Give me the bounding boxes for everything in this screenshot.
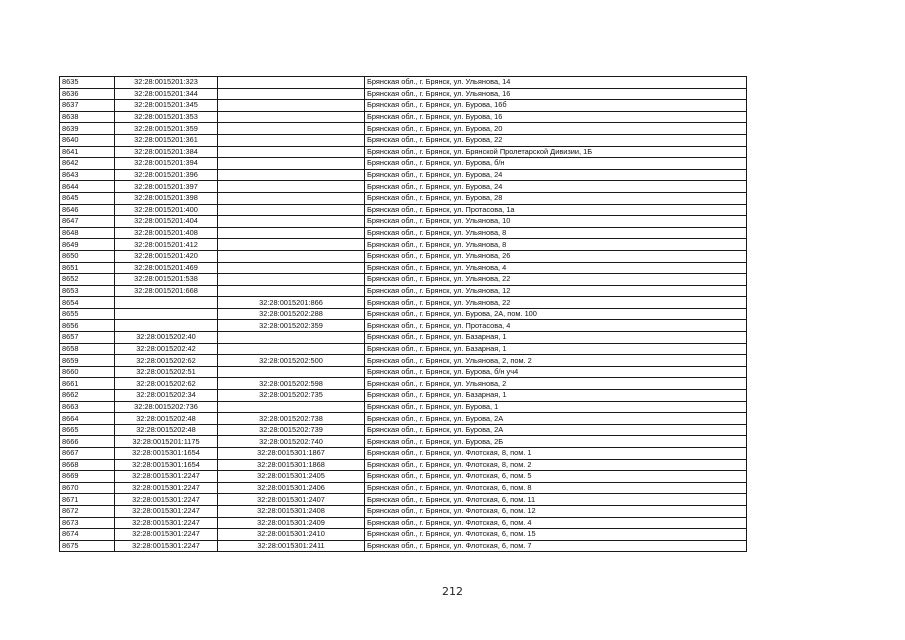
address-cell: Брянская обл., г. Брянск, ул. Флотская, 6, пом. 11: [365, 494, 747, 506]
address-cell: Брянская обл., г. Брянск, ул. Флотская, 6, пом. 4: [365, 517, 747, 529]
cadastral-number-parcel-cell: 32:28:0015201:396: [115, 169, 218, 181]
table-row: [60, 192, 747, 204]
row-number-cell: 8672: [60, 505, 115, 517]
cadastral-number-parcel-cell: [115, 297, 218, 309]
cadastral-number-parcel-cell: 32:28:0015301:1654: [115, 459, 218, 471]
cadastral-number-parcel-cell: 32:28:0015202:736: [115, 401, 218, 413]
cadastral-number-object-cell: 32:28:0015202:738: [218, 413, 365, 425]
cadastral-number-object-cell: 32:28:0015301:2408: [218, 505, 365, 517]
address-cell: Брянская обл., г. Брянск, ул. Ульянова, 26: [365, 250, 747, 262]
row-number-cell: 8662: [60, 390, 115, 402]
row-number-cell: 8663: [60, 401, 115, 413]
address-cell: Брянская обл., г. Брянск, ул. Ульянова, 2, пом. 2: [365, 355, 747, 367]
address-cell: Брянская обл., г. Брянск, ул. Базарная, 1: [365, 332, 747, 344]
row-number-cell: 8649: [60, 239, 115, 251]
table-row: [60, 297, 747, 309]
table-row: [60, 459, 747, 471]
table-row: [60, 378, 747, 390]
table-row: [60, 158, 747, 170]
cadastral-number-parcel-cell: 32:28:0015201:538: [115, 274, 218, 286]
cadastral-number-parcel-cell: 32:28:0015201:394: [115, 158, 218, 170]
cadastral-number-object-cell: [218, 250, 365, 262]
table-row: [60, 250, 747, 262]
table-row: [60, 505, 747, 517]
cadastral-number-parcel-cell: 32:28:0015201:323: [115, 77, 218, 89]
cadastral-number-parcel-cell: 32:28:0015202:62: [115, 355, 218, 367]
address-cell: Брянская обл., г. Брянск, ул. Бурова, 16: [365, 111, 747, 123]
address-cell: Брянская обл., г. Брянск, ул. Бурова, 28: [365, 192, 747, 204]
row-number-cell: 8639: [60, 123, 115, 135]
cadastral-number-parcel-cell: 32:28:0015201:361: [115, 134, 218, 146]
row-number-cell: 8671: [60, 494, 115, 506]
cadastral-number-object-cell: [218, 401, 365, 413]
table-row: [60, 320, 747, 332]
registry-table: [59, 76, 747, 552]
cadastral-number-object-cell: 32:28:0015202:500: [218, 355, 365, 367]
table-row: [60, 517, 747, 529]
cadastral-number-object-cell: [218, 77, 365, 89]
address-cell: Брянская обл., г. Брянск, ул. Флотская, 6, пом. 5: [365, 471, 747, 483]
row-number-cell: 8670: [60, 482, 115, 494]
address-cell: Брянская обл., г. Брянск, ул. Флотская, 8, пом. 1: [365, 448, 747, 460]
row-number-cell: 8638: [60, 111, 115, 123]
cadastral-number-object-cell: [218, 274, 365, 286]
address-cell: Брянская обл., г. Брянск, ул. Флотская, 8, пом. 2: [365, 459, 747, 471]
row-number-cell: 8654: [60, 297, 115, 309]
cadastral-number-parcel-cell: 32:28:0015301:2247: [115, 529, 218, 541]
cadastral-number-object-cell: [218, 192, 365, 204]
table-row: [60, 366, 747, 378]
cadastral-number-parcel-cell: 32:28:0015202:48: [115, 413, 218, 425]
row-number-cell: 8637: [60, 100, 115, 112]
address-cell: Брянская обл., г. Брянск, ул. Брянской Пролетарской Дивизии, 1Б: [365, 146, 747, 158]
row-number-cell: 8650: [60, 250, 115, 262]
table-row: [60, 100, 747, 112]
cadastral-number-parcel-cell: 32:28:0015201:1175: [115, 436, 218, 448]
cadastral-number-object-cell: [218, 204, 365, 216]
cadastral-number-object-cell: [218, 216, 365, 228]
address-cell: Брянская обл., г. Брянск, ул. Ульянова, 10: [365, 216, 747, 228]
cadastral-number-parcel-cell: 32:28:0015201:397: [115, 181, 218, 193]
address-cell: Брянская обл., г. Брянск, ул. Ульянова, 8: [365, 239, 747, 251]
cadastral-number-parcel-cell: 32:28:0015202:34: [115, 390, 218, 402]
address-cell: Брянская обл., г. Брянск, ул. Базарная, 1: [365, 390, 747, 402]
address-cell: Брянская обл., г. Брянск, ул. Бурова, 1: [365, 401, 747, 413]
cadastral-number-parcel-cell: 32:28:0015301:2247: [115, 540, 218, 552]
cadastral-number-object-cell: [218, 88, 365, 100]
cadastral-number-object-cell: [218, 285, 365, 297]
address-cell: Брянская обл., г. Брянск, ул. Флотская, 6, пом. 12: [365, 505, 747, 517]
address-cell: Брянская обл., г. Брянск, ул. Протасова, 1а: [365, 204, 747, 216]
cadastral-number-parcel-cell: 32:28:0015201:384: [115, 146, 218, 158]
table-row: [60, 343, 747, 355]
address-cell: Брянская обл., г. Брянск, ул. Ульянова, 4: [365, 262, 747, 274]
cadastral-number-parcel-cell: 32:28:0015202:48: [115, 424, 218, 436]
cadastral-number-parcel-cell: 32:28:0015202:62: [115, 378, 218, 390]
table-row: [60, 308, 747, 320]
cadastral-number-object-cell: 32:28:0015301:1867: [218, 448, 365, 460]
cadastral-number-parcel-cell: 32:28:0015301:2247: [115, 517, 218, 529]
cadastral-number-parcel-cell: 32:28:0015301:2247: [115, 471, 218, 483]
row-number-cell: 8648: [60, 227, 115, 239]
row-number-cell: 8667: [60, 448, 115, 460]
cadastral-number-object-cell: 32:28:0015202:598: [218, 378, 365, 390]
address-cell: Брянская обл., г. Брянск, ул. Ульянова, 8: [365, 227, 747, 239]
address-cell: Брянская обл., г. Брянск, ул. Флотская, 6, пом. 15: [365, 529, 747, 541]
cadastral-number-object-cell: [218, 134, 365, 146]
row-number-cell: 8655: [60, 308, 115, 320]
row-number-cell: 8653: [60, 285, 115, 297]
cadastral-number-object-cell: [218, 111, 365, 123]
address-cell: Брянская обл., г. Брянск, ул. Протасова, 4: [365, 320, 747, 332]
row-number-cell: 8651: [60, 262, 115, 274]
row-number-cell: 8666: [60, 436, 115, 448]
cadastral-number-object-cell: [218, 227, 365, 239]
cadastral-number-parcel-cell: 32:28:0015201:404: [115, 216, 218, 228]
address-cell: Брянская обл., г. Брянск, ул. Бурова, 16б: [365, 100, 747, 112]
table-row: [60, 88, 747, 100]
row-number-cell: 8636: [60, 88, 115, 100]
cadastral-number-object-cell: 32:28:0015202:735: [218, 390, 365, 402]
table-row: [60, 262, 747, 274]
cadastral-number-object-cell: 32:28:0015301:2409: [218, 517, 365, 529]
cadastral-number-parcel-cell: 32:28:0015201:412: [115, 239, 218, 251]
row-number-cell: 8674: [60, 529, 115, 541]
cadastral-number-parcel-cell: [115, 320, 218, 332]
row-number-cell: 8673: [60, 517, 115, 529]
cadastral-number-parcel-cell: 32:28:0015201:345: [115, 100, 218, 112]
address-cell: Брянская обл., г. Брянск, ул. Бурова, б/н уч4: [365, 366, 747, 378]
address-cell: Брянская обл., г. Брянск, ул. Бурова, б/н: [365, 158, 747, 170]
table-row: [60, 494, 747, 506]
table-row: [60, 285, 747, 297]
cadastral-number-parcel-cell: 32:28:0015202:51: [115, 366, 218, 378]
cadastral-number-object-cell: 32:28:0015202:740: [218, 436, 365, 448]
row-number-cell: 8659: [60, 355, 115, 367]
address-cell: Брянская обл., г. Брянск, ул. Бурова, 2А, пом. 100: [365, 308, 747, 320]
table-row: [60, 134, 747, 146]
table-row: [60, 227, 747, 239]
cadastral-number-object-cell: 32:28:0015301:2407: [218, 494, 365, 506]
cadastral-number-parcel-cell: 32:28:0015201:353: [115, 111, 218, 123]
address-cell: Брянская обл., г. Брянск, ул. Бурова, 20: [365, 123, 747, 135]
cadastral-number-parcel-cell: 32:28:0015201:359: [115, 123, 218, 135]
cadastral-number-parcel-cell: 32:28:0015301:2247: [115, 482, 218, 494]
address-cell: Брянская обл., г. Брянск, ул. Ульянова, 2: [365, 378, 747, 390]
table-row: [60, 482, 747, 494]
cadastral-number-parcel-cell: [115, 308, 218, 320]
table-row: [60, 274, 747, 286]
cadastral-number-object-cell: 32:28:0015301:2411: [218, 540, 365, 552]
address-cell: Брянская обл., г. Брянск, ул. Флотская, 6, пом. 8: [365, 482, 747, 494]
registry-table-body: [60, 77, 747, 552]
row-number-cell: 8640: [60, 134, 115, 146]
row-number-cell: 8645: [60, 192, 115, 204]
cadastral-number-object-cell: [218, 181, 365, 193]
address-cell: Брянская обл., г. Брянск, ул. Ульянова, 14: [365, 77, 747, 89]
address-cell: Брянская обл., г. Брянск, ул. Бурова, 2Б: [365, 436, 747, 448]
cadastral-number-parcel-cell: 32:28:0015301:2247: [115, 494, 218, 506]
row-number-cell: 8652: [60, 274, 115, 286]
cadastral-number-object-cell: [218, 262, 365, 274]
row-number-cell: 8661: [60, 378, 115, 390]
row-number-cell: 8675: [60, 540, 115, 552]
cadastral-number-object-cell: [218, 146, 365, 158]
address-cell: Брянская обл., г. Брянск, ул. Бурова, 2А: [365, 413, 747, 425]
cadastral-number-object-cell: 32:28:0015301:1868: [218, 459, 365, 471]
table-row: [60, 424, 747, 436]
cadastral-number-parcel-cell: 32:28:0015201:668: [115, 285, 218, 297]
address-cell: Брянская обл., г. Брянск, ул. Ульянова, 12: [365, 285, 747, 297]
row-number-cell: 8642: [60, 158, 115, 170]
table-row: [60, 529, 747, 541]
row-number-cell: 8646: [60, 204, 115, 216]
row-number-cell: 8668: [60, 459, 115, 471]
table-row: [60, 204, 747, 216]
address-cell: Брянская обл., г. Брянск, ул. Ульянова, 22: [365, 274, 747, 286]
table-row: [60, 448, 747, 460]
cadastral-number-object-cell: [218, 239, 365, 251]
table-row: [60, 401, 747, 413]
table-row: [60, 471, 747, 483]
cadastral-number-parcel-cell: 32:28:0015201:469: [115, 262, 218, 274]
cadastral-number-object-cell: 32:28:0015301:2406: [218, 482, 365, 494]
cadastral-number-parcel-cell: 32:28:0015201:420: [115, 250, 218, 262]
row-number-cell: 8660: [60, 366, 115, 378]
address-cell: Брянская обл., г. Брянск, ул. Бурова, 24: [365, 169, 747, 181]
cadastral-number-object-cell: [218, 100, 365, 112]
table-row: [60, 540, 747, 552]
cadastral-number-parcel-cell: 32:28:0015202:42: [115, 343, 218, 355]
cadastral-number-object-cell: 32:28:0015202:739: [218, 424, 365, 436]
address-cell: Брянская обл., г. Брянск, ул. Ульянова, 22: [365, 297, 747, 309]
row-number-cell: 8658: [60, 343, 115, 355]
table-row: [60, 146, 747, 158]
address-cell: Брянская обл., г. Брянск, ул. Ульянова, 16: [365, 88, 747, 100]
cadastral-number-object-cell: [218, 343, 365, 355]
table-row: [60, 436, 747, 448]
row-number-cell: 8647: [60, 216, 115, 228]
table-row: [60, 332, 747, 344]
cadastral-number-object-cell: 32:28:0015201:866: [218, 297, 365, 309]
table-row: [60, 216, 747, 228]
address-cell: Брянская обл., г. Брянск, ул. Бурова, 24: [365, 181, 747, 193]
row-number-cell: 8635: [60, 77, 115, 89]
row-number-cell: 8641: [60, 146, 115, 158]
table-row: [60, 111, 747, 123]
cadastral-number-parcel-cell: 32:28:0015201:408: [115, 227, 218, 239]
address-cell: Брянская обл., г. Брянск, ул. Бурова, 22: [365, 134, 747, 146]
table-row: [60, 77, 747, 89]
row-number-cell: 8669: [60, 471, 115, 483]
row-number-cell: 8665: [60, 424, 115, 436]
cadastral-number-parcel-cell: 32:28:0015202:40: [115, 332, 218, 344]
cadastral-number-parcel-cell: 32:28:0015201:398: [115, 192, 218, 204]
cadastral-number-object-cell: 32:28:0015202:288: [218, 308, 365, 320]
cadastral-number-object-cell: 32:28:0015301:2405: [218, 471, 365, 483]
table-row: [60, 413, 747, 425]
page-number: 212: [442, 585, 463, 598]
cadastral-number-object-cell: [218, 366, 365, 378]
table-row: [60, 123, 747, 135]
row-number-cell: 8657: [60, 332, 115, 344]
cadastral-number-parcel-cell: 32:28:0015301:2247: [115, 505, 218, 517]
address-cell: Брянская обл., г. Брянск, ул. Базарная, 1: [365, 343, 747, 355]
cadastral-number-object-cell: [218, 332, 365, 344]
row-number-cell: 8644: [60, 181, 115, 193]
table-row: [60, 355, 747, 367]
address-cell: Брянская обл., г. Брянск, ул. Флотская, 6, пом. 7: [365, 540, 747, 552]
table-row: [60, 169, 747, 181]
cadastral-number-object-cell: [218, 169, 365, 181]
table-row: [60, 181, 747, 193]
row-number-cell: 8643: [60, 169, 115, 181]
row-number-cell: 8656: [60, 320, 115, 332]
cadastral-number-object-cell: [218, 158, 365, 170]
cadastral-number-parcel-cell: 32:28:0015301:1654: [115, 448, 218, 460]
cadastral-number-object-cell: 32:28:0015301:2410: [218, 529, 365, 541]
cadastral-number-object-cell: [218, 123, 365, 135]
table-row: [60, 239, 747, 251]
cadastral-number-parcel-cell: 32:28:0015201:400: [115, 204, 218, 216]
table-row: [60, 390, 747, 402]
address-cell: Брянская обл., г. Брянск, ул. Бурова, 2А: [365, 424, 747, 436]
cadastral-number-parcel-cell: 32:28:0015201:344: [115, 88, 218, 100]
row-number-cell: 8664: [60, 413, 115, 425]
cadastral-number-object-cell: 32:28:0015202:359: [218, 320, 365, 332]
